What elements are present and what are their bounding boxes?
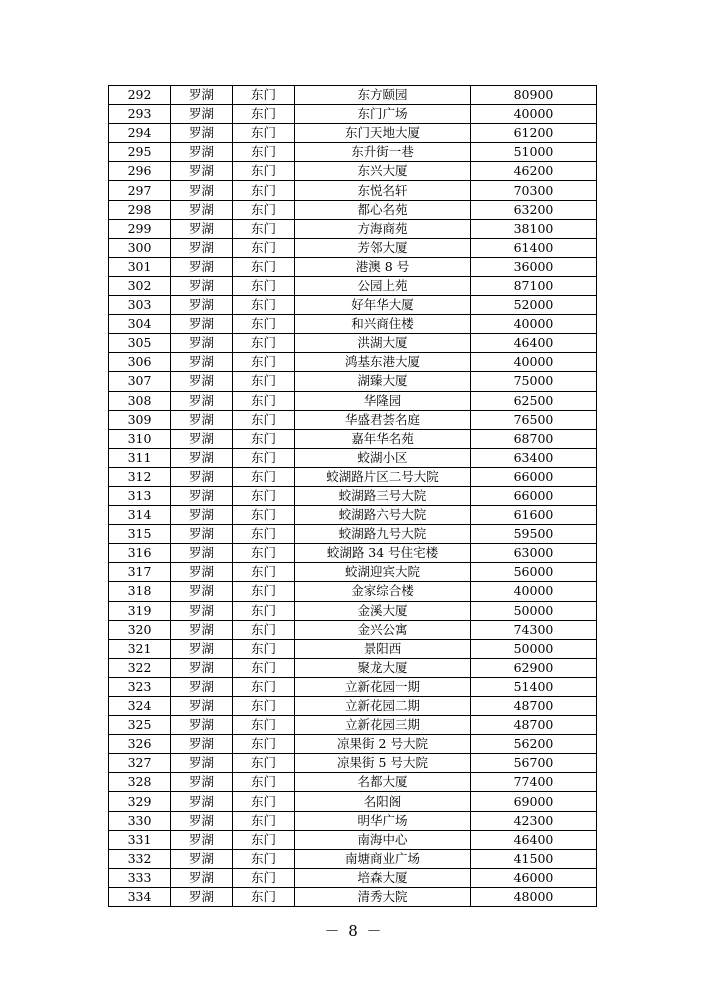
reference-price-cell: 59500 (471, 525, 597, 544)
street-cell: 东门 (233, 582, 295, 601)
row-number-cell: 301 (109, 257, 171, 276)
street-cell: 东门 (233, 162, 295, 181)
table-row (109, 257, 597, 276)
district-cell: 罗湖 (171, 887, 233, 906)
table-row (109, 334, 597, 353)
community-name-cell: 金兴公寓 (295, 620, 471, 639)
row-number-cell: 315 (109, 525, 171, 544)
street-cell: 东门 (233, 219, 295, 238)
reference-price-cell: 50000 (471, 639, 597, 658)
street-cell: 东门 (233, 506, 295, 525)
street-cell: 东门 (233, 372, 295, 391)
community-name-cell: 方海商苑 (295, 219, 471, 238)
district-cell: 罗湖 (171, 410, 233, 429)
community-name-cell: 东升街一巷 (295, 143, 471, 162)
reference-price-cell: 46000 (471, 868, 597, 887)
community-name-cell: 东悦名轩 (295, 181, 471, 200)
street-cell: 东门 (233, 448, 295, 467)
community-name-cell: 公园上苑 (295, 276, 471, 295)
street-cell: 东门 (233, 658, 295, 677)
district-cell: 罗湖 (171, 639, 233, 658)
reference-price-cell: 46400 (471, 830, 597, 849)
community-name-cell: 华隆园 (295, 391, 471, 410)
table-row (109, 276, 597, 295)
reference-price-cell: 46400 (471, 334, 597, 353)
table-row (109, 86, 597, 105)
table-row (109, 200, 597, 219)
table-row (109, 506, 597, 525)
reference-price-cell: 62500 (471, 391, 597, 410)
street-cell: 东门 (233, 181, 295, 200)
community-name-cell: 东门天地大厦 (295, 124, 471, 143)
reference-price-cell: 51000 (471, 143, 597, 162)
row-number-cell: 333 (109, 868, 171, 887)
community-name-cell: 明华广场 (295, 811, 471, 830)
street-cell: 东门 (233, 238, 295, 257)
community-name-cell: 凉果街 5 号大院 (295, 754, 471, 773)
reference-price-cell: 40000 (471, 315, 597, 334)
row-number-cell: 329 (109, 792, 171, 811)
row-number-cell: 319 (109, 601, 171, 620)
community-name-cell: 聚龙大厦 (295, 658, 471, 677)
community-name-cell: 蛟湖路片区二号大院 (295, 467, 471, 486)
row-number-cell: 304 (109, 315, 171, 334)
row-number-cell: 300 (109, 238, 171, 257)
reference-price-cell: 38100 (471, 219, 597, 238)
table-row (109, 868, 597, 887)
reference-price-cell: 80900 (471, 86, 597, 105)
table-row (109, 887, 597, 906)
row-number-cell: 305 (109, 334, 171, 353)
reference-price-cell: 70300 (471, 181, 597, 200)
price-table-container (108, 85, 596, 907)
street-cell: 东门 (233, 563, 295, 582)
table-row (109, 124, 597, 143)
table-row (109, 372, 597, 391)
reference-price-cell: 41500 (471, 849, 597, 868)
table-row (109, 677, 597, 696)
reference-price-cell: 63000 (471, 544, 597, 563)
table-row (109, 238, 597, 257)
street-cell: 东门 (233, 276, 295, 295)
district-cell: 罗湖 (171, 506, 233, 525)
district-cell: 罗湖 (171, 601, 233, 620)
street-cell: 东门 (233, 754, 295, 773)
row-number-cell: 292 (109, 86, 171, 105)
reference-price-cell: 40000 (471, 582, 597, 601)
community-name-cell: 金溪大厦 (295, 601, 471, 620)
row-number-cell: 303 (109, 296, 171, 315)
page-number: － 8 － (324, 922, 384, 940)
row-number-cell: 317 (109, 563, 171, 582)
street-cell: 东门 (233, 735, 295, 754)
table-row (109, 315, 597, 334)
street-cell: 东门 (233, 677, 295, 696)
street-cell: 东门 (233, 544, 295, 563)
community-name-cell: 鸿基东港大厦 (295, 353, 471, 372)
community-name-cell: 南海中心 (295, 830, 471, 849)
district-cell: 罗湖 (171, 334, 233, 353)
table-row (109, 735, 597, 754)
community-name-cell: 好年华大厦 (295, 296, 471, 315)
row-number-cell: 309 (109, 410, 171, 429)
row-number-cell: 297 (109, 181, 171, 200)
table-row (109, 792, 597, 811)
district-cell: 罗湖 (171, 620, 233, 639)
reference-price-cell: 61200 (471, 124, 597, 143)
street-cell: 东门 (233, 86, 295, 105)
community-name-cell: 蛟湖路三号大院 (295, 486, 471, 505)
row-number-cell: 323 (109, 677, 171, 696)
table-row (109, 849, 597, 868)
reference-price-cell: 68700 (471, 429, 597, 448)
community-name-cell: 名阳阁 (295, 792, 471, 811)
table-row (109, 620, 597, 639)
community-name-cell: 立新花园一期 (295, 677, 471, 696)
district-cell: 罗湖 (171, 486, 233, 505)
row-number-cell: 318 (109, 582, 171, 601)
row-number-cell: 334 (109, 887, 171, 906)
district-cell: 罗湖 (171, 276, 233, 295)
street-cell: 东门 (233, 105, 295, 124)
district-cell: 罗湖 (171, 830, 233, 849)
district-cell: 罗湖 (171, 525, 233, 544)
reference-price-cell: 61400 (471, 238, 597, 257)
table-row (109, 525, 597, 544)
row-number-cell: 302 (109, 276, 171, 295)
community-name-cell: 凉果街 2 号大院 (295, 735, 471, 754)
community-name-cell: 蛟湖迎宾大院 (295, 563, 471, 582)
row-number-cell: 295 (109, 143, 171, 162)
street-cell: 东门 (233, 315, 295, 334)
reference-price-cell: 48700 (471, 716, 597, 735)
community-name-cell: 和兴商住楼 (295, 315, 471, 334)
table-row (109, 773, 597, 792)
reference-price-cell: 61600 (471, 506, 597, 525)
table-row (109, 582, 597, 601)
table-row (109, 429, 597, 448)
street-cell: 东门 (233, 525, 295, 544)
row-number-cell: 312 (109, 467, 171, 486)
reference-price-cell: 50000 (471, 601, 597, 620)
row-number-cell: 296 (109, 162, 171, 181)
row-number-cell: 314 (109, 506, 171, 525)
street-cell: 东门 (233, 849, 295, 868)
reference-price-cell: 42300 (471, 811, 597, 830)
district-cell: 罗湖 (171, 792, 233, 811)
price-table (108, 85, 597, 907)
reference-price-cell: 56000 (471, 563, 597, 582)
street-cell: 东门 (233, 391, 295, 410)
reference-price-cell: 52000 (471, 296, 597, 315)
community-name-cell: 名都大厦 (295, 773, 471, 792)
street-cell: 东门 (233, 143, 295, 162)
row-number-cell: 330 (109, 811, 171, 830)
district-cell: 罗湖 (171, 773, 233, 792)
district-cell: 罗湖 (171, 200, 233, 219)
district-cell: 罗湖 (171, 219, 233, 238)
reference-price-cell: 62900 (471, 658, 597, 677)
district-cell: 罗湖 (171, 105, 233, 124)
street-cell: 东门 (233, 429, 295, 448)
community-name-cell: 洪湖大厦 (295, 334, 471, 353)
district-cell: 罗湖 (171, 849, 233, 868)
district-cell: 罗湖 (171, 372, 233, 391)
district-cell: 罗湖 (171, 429, 233, 448)
district-cell: 罗湖 (171, 296, 233, 315)
reference-price-cell: 74300 (471, 620, 597, 639)
row-number-cell: 310 (109, 429, 171, 448)
table-row (109, 486, 597, 505)
community-name-cell: 东兴大厦 (295, 162, 471, 181)
reference-price-cell: 40000 (471, 353, 597, 372)
district-cell: 罗湖 (171, 868, 233, 887)
community-name-cell: 嘉年华名苑 (295, 429, 471, 448)
table-row (109, 353, 597, 372)
district-cell: 罗湖 (171, 735, 233, 754)
district-cell: 罗湖 (171, 754, 233, 773)
street-cell: 东门 (233, 410, 295, 429)
street-cell: 东门 (233, 830, 295, 849)
street-cell: 东门 (233, 334, 295, 353)
table-row (109, 544, 597, 563)
table-row (109, 658, 597, 677)
street-cell: 东门 (233, 200, 295, 219)
district-cell: 罗湖 (171, 811, 233, 830)
community-name-cell: 蛟湖路九号大院 (295, 525, 471, 544)
table-row (109, 105, 597, 124)
table-row (109, 830, 597, 849)
reference-price-cell: 66000 (471, 486, 597, 505)
price-table-body (109, 86, 597, 907)
row-number-cell: 299 (109, 219, 171, 238)
table-row (109, 601, 597, 620)
table-row (109, 716, 597, 735)
district-cell: 罗湖 (171, 467, 233, 486)
table-row (109, 143, 597, 162)
table-row (109, 563, 597, 582)
reference-price-cell: 77400 (471, 773, 597, 792)
district-cell: 罗湖 (171, 544, 233, 563)
reference-price-cell: 56700 (471, 754, 597, 773)
row-number-cell: 307 (109, 372, 171, 391)
community-name-cell: 华盛君荟名庭 (295, 410, 471, 429)
row-number-cell: 294 (109, 124, 171, 143)
row-number-cell: 326 (109, 735, 171, 754)
row-number-cell: 316 (109, 544, 171, 563)
community-name-cell: 蛟湖路六号大院 (295, 506, 471, 525)
reference-price-cell: 87100 (471, 276, 597, 295)
row-number-cell: 306 (109, 353, 171, 372)
community-name-cell: 港澳 8 号 (295, 257, 471, 276)
street-cell: 东门 (233, 697, 295, 716)
table-row (109, 754, 597, 773)
street-cell: 东门 (233, 124, 295, 143)
street-cell: 东门 (233, 716, 295, 735)
community-name-cell: 金家综合楼 (295, 582, 471, 601)
district-cell: 罗湖 (171, 563, 233, 582)
table-row (109, 467, 597, 486)
row-number-cell: 320 (109, 620, 171, 639)
reference-price-cell: 36000 (471, 257, 597, 276)
row-number-cell: 313 (109, 486, 171, 505)
community-name-cell: 东门广场 (295, 105, 471, 124)
street-cell: 东门 (233, 792, 295, 811)
row-number-cell: 327 (109, 754, 171, 773)
district-cell: 罗湖 (171, 143, 233, 162)
reference-price-cell: 46200 (471, 162, 597, 181)
street-cell: 东门 (233, 601, 295, 620)
district-cell: 罗湖 (171, 582, 233, 601)
row-number-cell: 321 (109, 639, 171, 658)
district-cell: 罗湖 (171, 124, 233, 143)
street-cell: 东门 (233, 486, 295, 505)
community-name-cell: 芳邻大厦 (295, 238, 471, 257)
street-cell: 东门 (233, 467, 295, 486)
district-cell: 罗湖 (171, 353, 233, 372)
community-name-cell: 蛟湖小区 (295, 448, 471, 467)
community-name-cell: 湖臻大厦 (295, 372, 471, 391)
community-name-cell: 培森大厦 (295, 868, 471, 887)
district-cell: 罗湖 (171, 658, 233, 677)
community-name-cell: 东方颐园 (295, 86, 471, 105)
reference-price-cell: 56200 (471, 735, 597, 754)
reference-price-cell: 40000 (471, 105, 597, 124)
community-name-cell: 都心名苑 (295, 200, 471, 219)
street-cell: 东门 (233, 353, 295, 372)
row-number-cell: 293 (109, 105, 171, 124)
table-row (109, 410, 597, 429)
district-cell: 罗湖 (171, 181, 233, 200)
table-row (109, 219, 597, 238)
reference-price-cell: 76500 (471, 410, 597, 429)
district-cell: 罗湖 (171, 716, 233, 735)
row-number-cell: 324 (109, 697, 171, 716)
table-row (109, 296, 597, 315)
street-cell: 东门 (233, 811, 295, 830)
reference-price-cell: 48700 (471, 697, 597, 716)
row-number-cell: 325 (109, 716, 171, 735)
reference-price-cell: 66000 (471, 467, 597, 486)
district-cell: 罗湖 (171, 315, 233, 334)
row-number-cell: 332 (109, 849, 171, 868)
community-name-cell: 景阳西 (295, 639, 471, 658)
district-cell: 罗湖 (171, 391, 233, 410)
row-number-cell: 322 (109, 658, 171, 677)
reference-price-cell: 75000 (471, 372, 597, 391)
district-cell: 罗湖 (171, 697, 233, 716)
row-number-cell: 331 (109, 830, 171, 849)
table-row (109, 448, 597, 467)
district-cell: 罗湖 (171, 238, 233, 257)
community-name-cell: 立新花园二期 (295, 697, 471, 716)
street-cell: 东门 (233, 257, 295, 276)
street-cell: 东门 (233, 887, 295, 906)
community-name-cell: 清秀大院 (295, 887, 471, 906)
community-name-cell: 立新花园三期 (295, 716, 471, 735)
row-number-cell: 298 (109, 200, 171, 219)
reference-price-cell: 69000 (471, 792, 597, 811)
street-cell: 东门 (233, 639, 295, 658)
row-number-cell: 308 (109, 391, 171, 410)
table-row (109, 697, 597, 716)
reference-price-cell: 48000 (471, 887, 597, 906)
row-number-cell: 328 (109, 773, 171, 792)
row-number-cell: 311 (109, 448, 171, 467)
table-row (109, 391, 597, 410)
street-cell: 东门 (233, 296, 295, 315)
reference-price-cell: 51400 (471, 677, 597, 696)
reference-price-cell: 63200 (471, 200, 597, 219)
district-cell: 罗湖 (171, 257, 233, 276)
district-cell: 罗湖 (171, 86, 233, 105)
table-row (109, 181, 597, 200)
street-cell: 东门 (233, 868, 295, 887)
district-cell: 罗湖 (171, 162, 233, 181)
table-row (109, 811, 597, 830)
street-cell: 东门 (233, 620, 295, 639)
street-cell: 东门 (233, 773, 295, 792)
district-cell: 罗湖 (171, 448, 233, 467)
table-row (109, 162, 597, 181)
table-row (109, 639, 597, 658)
district-cell: 罗湖 (171, 677, 233, 696)
community-name-cell: 蛟湖路 34 号住宅楼 (295, 544, 471, 563)
reference-price-cell: 63400 (471, 448, 597, 467)
community-name-cell: 南塘商业广场 (295, 849, 471, 868)
